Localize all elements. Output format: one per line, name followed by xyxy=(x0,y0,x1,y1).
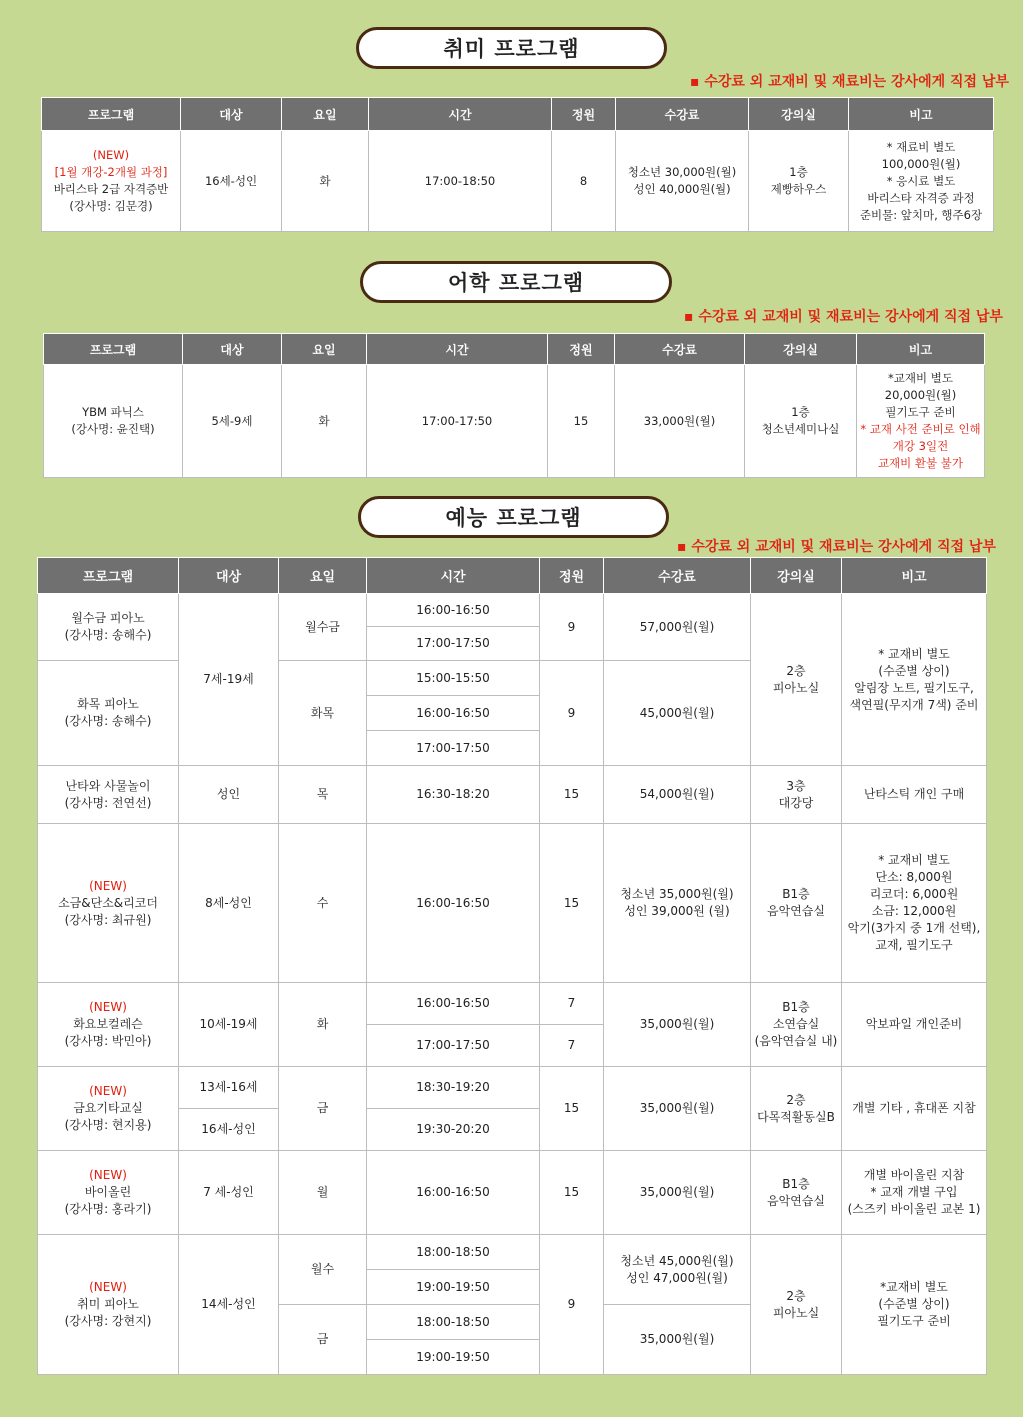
program-cell: 난타와 사물놀이 (강사명: 전연선) xyxy=(38,766,179,824)
room-cell: 2층 피아노실 xyxy=(751,1235,842,1375)
new-badge: (NEW) xyxy=(92,148,130,162)
time-cell: 16:30-18:20 xyxy=(367,766,540,824)
time-cell: 19:00-19:50 xyxy=(367,1340,540,1375)
program-cell: 화목 피아노 (강사명: 송해수) xyxy=(38,661,179,766)
time-cell: 18:30-19:20 xyxy=(367,1067,540,1109)
arts-program-table xyxy=(37,557,987,1375)
time-cell: 19:00-19:50 xyxy=(367,1270,540,1305)
header-target: 대상 xyxy=(179,558,279,594)
header-program: 프로그램 xyxy=(38,558,179,594)
header-program: 프로그램 xyxy=(44,334,183,365)
new-badge: (NEW) xyxy=(89,1084,127,1098)
fee-cell: 청소년 45,000원(월) 성인 47,000원(월) xyxy=(604,1235,751,1305)
header-target: 대상 xyxy=(181,98,282,131)
time-cell: 17:00-18:50 xyxy=(369,131,552,232)
program-cell xyxy=(38,824,179,983)
header-remark: 비고 xyxy=(842,558,987,594)
room-cell: B1층 소연습실 (음악연습실 내) xyxy=(751,983,842,1067)
room-cell: 3층 대강당 xyxy=(751,766,842,824)
language-section-title: 어학 프로그램 xyxy=(360,261,672,303)
target-cell: 7 세-성인 xyxy=(179,1151,279,1235)
time-cell: 16:00-16:50 xyxy=(367,1151,540,1235)
time-cell: 17:00-17:50 xyxy=(367,731,540,766)
table-row xyxy=(38,594,987,627)
day-cell: 화 xyxy=(282,131,369,232)
time-cell: 18:00-18:50 xyxy=(367,1305,540,1340)
table-header-row xyxy=(44,334,985,365)
header-fee: 수강료 xyxy=(615,334,745,365)
time-cell: 18:00-18:50 xyxy=(367,1235,540,1270)
room-cell: 2층 피아노실 xyxy=(751,594,842,766)
day-cell: 목 xyxy=(279,766,367,824)
fee-note: ▪ 수강료 외 교재비 및 재료비는 강사에게 직접 납부 xyxy=(677,539,996,555)
day-cell: 금 xyxy=(279,1305,367,1375)
table-header-row xyxy=(42,98,994,131)
capacity-cell: 15 xyxy=(540,1067,604,1151)
fee-cell: 35,000원(월) xyxy=(604,1151,751,1235)
program-cell xyxy=(38,1151,179,1235)
program-cell xyxy=(38,983,179,1067)
new-badge: (NEW) xyxy=(89,1280,127,1294)
remark-cell: * 재료비 별도 100,000원(월) * 응시료 별도 바리스타 자격증 과정 준비물: 앞치마, 행주6장 xyxy=(849,131,994,232)
day-cell: 수 xyxy=(279,824,367,983)
target-cell: 5세-9세 xyxy=(183,365,282,478)
fee-cell: 35,000원(월) xyxy=(604,1305,751,1375)
fee-note: ▪ 수강료 외 교재비 및 재료비는 강사에게 직접 납부 xyxy=(690,74,1009,90)
room-cell: 2층 다목적활동실B xyxy=(751,1067,842,1151)
fee-cell: 33,000원(월) xyxy=(615,365,745,478)
target-cell: 8세-성인 xyxy=(179,824,279,983)
fee-note: ▪ 수강료 외 교재비 및 재료비는 강사에게 직접 납부 xyxy=(684,309,1003,325)
time-cell: 17:00-17:50 xyxy=(367,1025,540,1067)
time-cell: 17:00-17:50 xyxy=(367,627,540,661)
remark-cell: 개별 바이올린 지참 * 교재 개별 구입 (스즈키 바이올린 교본 1) xyxy=(842,1151,987,1235)
table-header-row xyxy=(38,558,987,594)
header-time: 시간 xyxy=(367,558,540,594)
time-cell: 17:00-17:50 xyxy=(367,365,548,478)
day-cell: 화목 xyxy=(279,661,367,766)
fee-cell: 54,000원(월) xyxy=(604,766,751,824)
room-cell: 1층 제빵하우스 xyxy=(749,131,849,232)
capacity-cell: 7 xyxy=(540,983,604,1025)
table-row xyxy=(38,983,987,1025)
time-cell: 16:00-16:50 xyxy=(367,983,540,1025)
header-time: 시간 xyxy=(369,98,552,131)
header-remark: 비고 xyxy=(857,334,985,365)
room-cell: B1층 음악연습실 xyxy=(751,824,842,983)
time-cell: 16:00-16:50 xyxy=(367,594,540,627)
capacity-cell: 9 xyxy=(540,594,604,661)
program-cell xyxy=(38,1235,179,1375)
capacity-cell: 15 xyxy=(540,1151,604,1235)
capacity-cell: 9 xyxy=(540,661,604,766)
time-cell: 16:00-16:50 xyxy=(367,824,540,983)
day-cell: 월수 xyxy=(279,1235,367,1305)
fee-cell: 57,000원(월) xyxy=(604,594,751,661)
hobby-section-title: 취미 프로그램 xyxy=(356,27,667,69)
day-cell: 월 xyxy=(279,1151,367,1235)
language-program-table xyxy=(43,333,985,478)
header-program: 프로그램 xyxy=(42,98,181,131)
remark-cell: *교재비 별도 (수준별 상이) 필기도구 준비 xyxy=(842,1235,987,1375)
header-room: 강의실 xyxy=(745,334,857,365)
room-cell: B1층 음악연습실 xyxy=(751,1151,842,1235)
target-cell: 13세-16세 xyxy=(179,1067,279,1109)
program-name: 바이올린 (강사명: 홍라기) xyxy=(64,1185,152,1216)
header-day: 요일 xyxy=(282,334,367,365)
capacity-cell: 15 xyxy=(548,365,615,478)
course-period: [1월 개강-2개월 과정] xyxy=(54,165,168,179)
remark-cell: 난타스틱 개인 구매 xyxy=(842,766,987,824)
hobby-program-table xyxy=(41,97,994,232)
day-cell: 화 xyxy=(282,365,367,478)
capacity-cell: 15 xyxy=(540,766,604,824)
program-name: 소금&단소&리코더 (강사명: 최규원) xyxy=(58,895,158,927)
table-row xyxy=(44,365,985,478)
program-cell xyxy=(38,1067,179,1151)
remark-cell: * 교재비 별도 (수준별 상이) 알림장 노트, 필기도구, 색연필(무지개 7색) 준비 xyxy=(842,594,987,766)
header-room: 강의실 xyxy=(751,558,842,594)
time-cell: 16:00-16:50 xyxy=(367,696,540,731)
program-name: 화요보컬레슨 (강사명: 박민아) xyxy=(64,1017,152,1048)
fee-cell: 35,000원(월) xyxy=(604,983,751,1067)
remark-cell: 개별 기타 , 휴대폰 지참 xyxy=(842,1067,987,1151)
target-cell: 성인 xyxy=(179,766,279,824)
day-cell: 금 xyxy=(279,1067,367,1151)
remark-cell xyxy=(857,365,985,478)
new-badge: (NEW) xyxy=(89,878,127,893)
table-row xyxy=(38,1067,987,1109)
fee-cell: 45,000원(월) xyxy=(604,661,751,766)
header-target: 대상 xyxy=(183,334,282,365)
fee-cell: 35,000원(월) xyxy=(604,1067,751,1151)
remark-text: *교재비 별도 20,000원(월) 필기도구 준비 xyxy=(884,371,957,419)
header-day: 요일 xyxy=(282,98,369,131)
target-cell: 16세-성인 xyxy=(179,1109,279,1151)
header-time: 시간 xyxy=(367,334,548,365)
capacity-cell: 15 xyxy=(540,824,604,983)
fee-cell: 청소년 30,000원(월) 성인 40,000원(월) xyxy=(616,131,749,232)
target-cell: 14세-성인 xyxy=(179,1235,279,1375)
program-cell: 월수금 피아노 (강사명: 송해수) xyxy=(38,594,179,661)
header-remark: 비고 xyxy=(849,98,994,131)
header-capacity: 정원 xyxy=(552,98,616,131)
header-capacity: 정원 xyxy=(548,334,615,365)
time-cell: 15:00-15:50 xyxy=(367,661,540,696)
header-room: 강의실 xyxy=(749,98,849,131)
capacity-cell: 9 xyxy=(540,1235,604,1375)
refund-warning: * 교재 사전 준비로 인해 개강 3일전 교재비 환불 불가 xyxy=(860,422,981,470)
arts-section-title: 예능 프로그램 xyxy=(358,496,669,538)
remark-cell: 악보파일 개인준비 xyxy=(842,983,987,1067)
program-name: 바리스타 2급 자격증반 (강사명: 김문경) xyxy=(53,182,169,213)
table-row xyxy=(38,824,987,983)
table-row xyxy=(42,131,994,232)
program-name: 취미 피아노 (강사명: 강현지) xyxy=(64,1297,152,1328)
room-cell: 1층 청소년세미나실 xyxy=(745,365,857,478)
header-fee: 수강료 xyxy=(616,98,749,131)
target-cell: 10세-19세 xyxy=(179,983,279,1067)
table-row xyxy=(38,1151,987,1235)
program-cell: YBM 파닉스 (강사명: 윤진택) xyxy=(44,365,183,478)
header-capacity: 정원 xyxy=(540,558,604,594)
new-badge: (NEW) xyxy=(89,1168,127,1182)
time-cell: 19:30-20:20 xyxy=(367,1109,540,1151)
day-cell: 화 xyxy=(279,983,367,1067)
program-cell xyxy=(42,131,181,232)
header-day: 요일 xyxy=(279,558,367,594)
target-cell: 7세-19세 xyxy=(179,594,279,766)
table-row xyxy=(38,1235,987,1270)
target-cell: 16세-성인 xyxy=(181,131,282,232)
table-row xyxy=(38,766,987,824)
remark-cell: * 교재비 별도 단소: 8,000원 리코더: 6,000원 소금: 12,000원 악기(3가지 중 1개 선택), 교재, 필기도구 xyxy=(842,824,987,983)
header-fee: 수강료 xyxy=(604,558,751,594)
new-badge: (NEW) xyxy=(89,1000,127,1014)
capacity-cell: 8 xyxy=(552,131,616,232)
program-name: 금요기타교실 (강사명: 현지용) xyxy=(64,1101,152,1132)
day-cell: 월수금 xyxy=(279,594,367,661)
fee-cell: 청소년 35,000원(월) 성인 39,000원 (월) xyxy=(604,824,751,983)
capacity-cell: 7 xyxy=(540,1025,604,1067)
